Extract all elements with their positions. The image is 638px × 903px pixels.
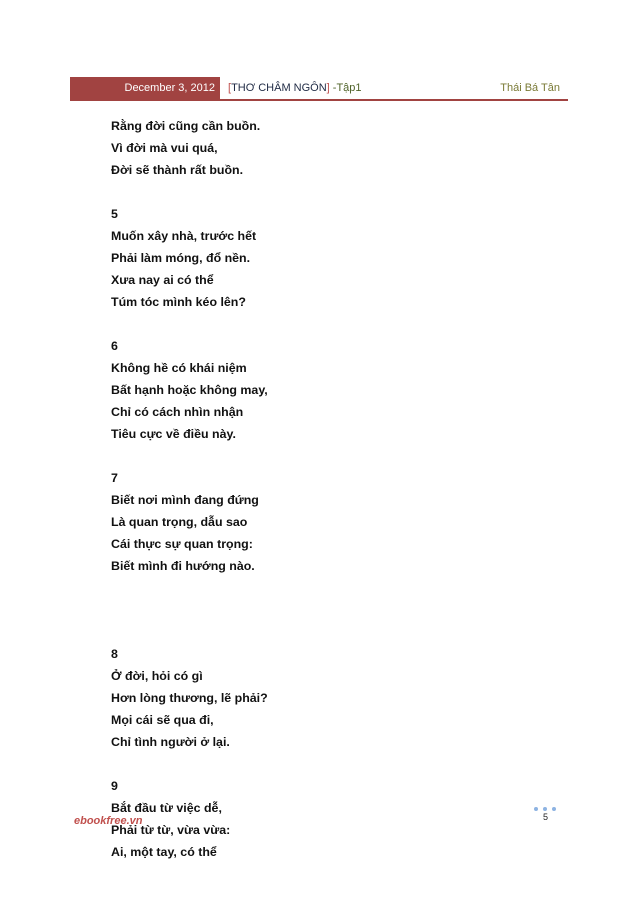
stanza-5 bbox=[111, 203, 531, 313]
title-bracket-open: [ bbox=[228, 82, 232, 94]
stanza-number: 7 bbox=[111, 471, 118, 485]
page-header bbox=[70, 77, 568, 101]
ornament-dot bbox=[534, 807, 538, 811]
header-rule bbox=[70, 99, 568, 101]
book-title: THƠ CHÂM NGÔN bbox=[231, 82, 327, 94]
poem-body bbox=[111, 115, 531, 863]
stanza-8 bbox=[111, 643, 531, 753]
poem-line: Xưa nay ai có thể bbox=[111, 273, 214, 287]
poem-line: Không hề có khái niệm bbox=[111, 361, 247, 375]
ornament-dot bbox=[543, 807, 547, 811]
poem-line: Muốn xây nhà, trước hết bbox=[111, 229, 257, 243]
poem-line: Rằng đời cũng cần buồn. bbox=[111, 119, 261, 133]
poem-line: Biết mình đi hướng nào. bbox=[111, 559, 255, 573]
title-bracket-close: ] bbox=[326, 82, 330, 94]
poem-line: Mọi cái sẽ qua đi, bbox=[111, 713, 214, 727]
footer-site-link[interactable]: ebookfree.vn bbox=[74, 815, 143, 827]
poem-line: Ở đời, hỏi có gì bbox=[111, 669, 203, 683]
poem-line: Chỉ có cách nhìn nhận bbox=[111, 405, 244, 419]
header-author: Thái Bá Tân bbox=[500, 82, 560, 94]
poem-line: Bắt đầu từ việc dễ, bbox=[111, 801, 222, 815]
header-date: December 3, 2012 bbox=[70, 77, 220, 101]
poem-line: Biết nơi mình đang đứng bbox=[111, 493, 259, 507]
poem-line: Phải từ từ, vừa vừa: bbox=[111, 823, 231, 837]
stanza-7 bbox=[111, 467, 531, 577]
page-number: 5 bbox=[543, 812, 549, 822]
poem-line: Phải làm móng, đổ nền. bbox=[111, 251, 251, 265]
poem-line: Cái thực sự quan trọng: bbox=[111, 537, 253, 551]
ornament-dot bbox=[552, 807, 556, 811]
poem-line: Là quan trọng, dẫu sao bbox=[111, 515, 248, 529]
stanza-number: 6 bbox=[111, 339, 118, 353]
stanza-9 bbox=[111, 775, 531, 863]
poem-line: Vì đời mà vui quá, bbox=[111, 141, 218, 155]
header-title bbox=[228, 77, 362, 99]
poem-line: Túm tóc mình kéo lên? bbox=[111, 295, 246, 309]
stanza-6 bbox=[111, 335, 531, 445]
book-volume: -Tập1 bbox=[329, 82, 362, 94]
stanza-number: 9 bbox=[111, 779, 118, 793]
stanza-number: 8 bbox=[111, 647, 118, 661]
stanza-number: 5 bbox=[111, 207, 118, 221]
poem-line: Đời sẽ thành rất buồn. bbox=[111, 163, 244, 177]
stanza-continuation bbox=[111, 115, 531, 181]
poem-line: Ai, một tay, có thể bbox=[111, 845, 217, 859]
poem-line: Tiêu cực về điều này. bbox=[111, 427, 236, 441]
poem-line: Chỉ tình người ở lại. bbox=[111, 735, 230, 749]
poem-line: Hơn lòng thương, lẽ phải? bbox=[111, 691, 268, 705]
poem-line: Bất hạnh hoặc không may, bbox=[111, 383, 268, 397]
